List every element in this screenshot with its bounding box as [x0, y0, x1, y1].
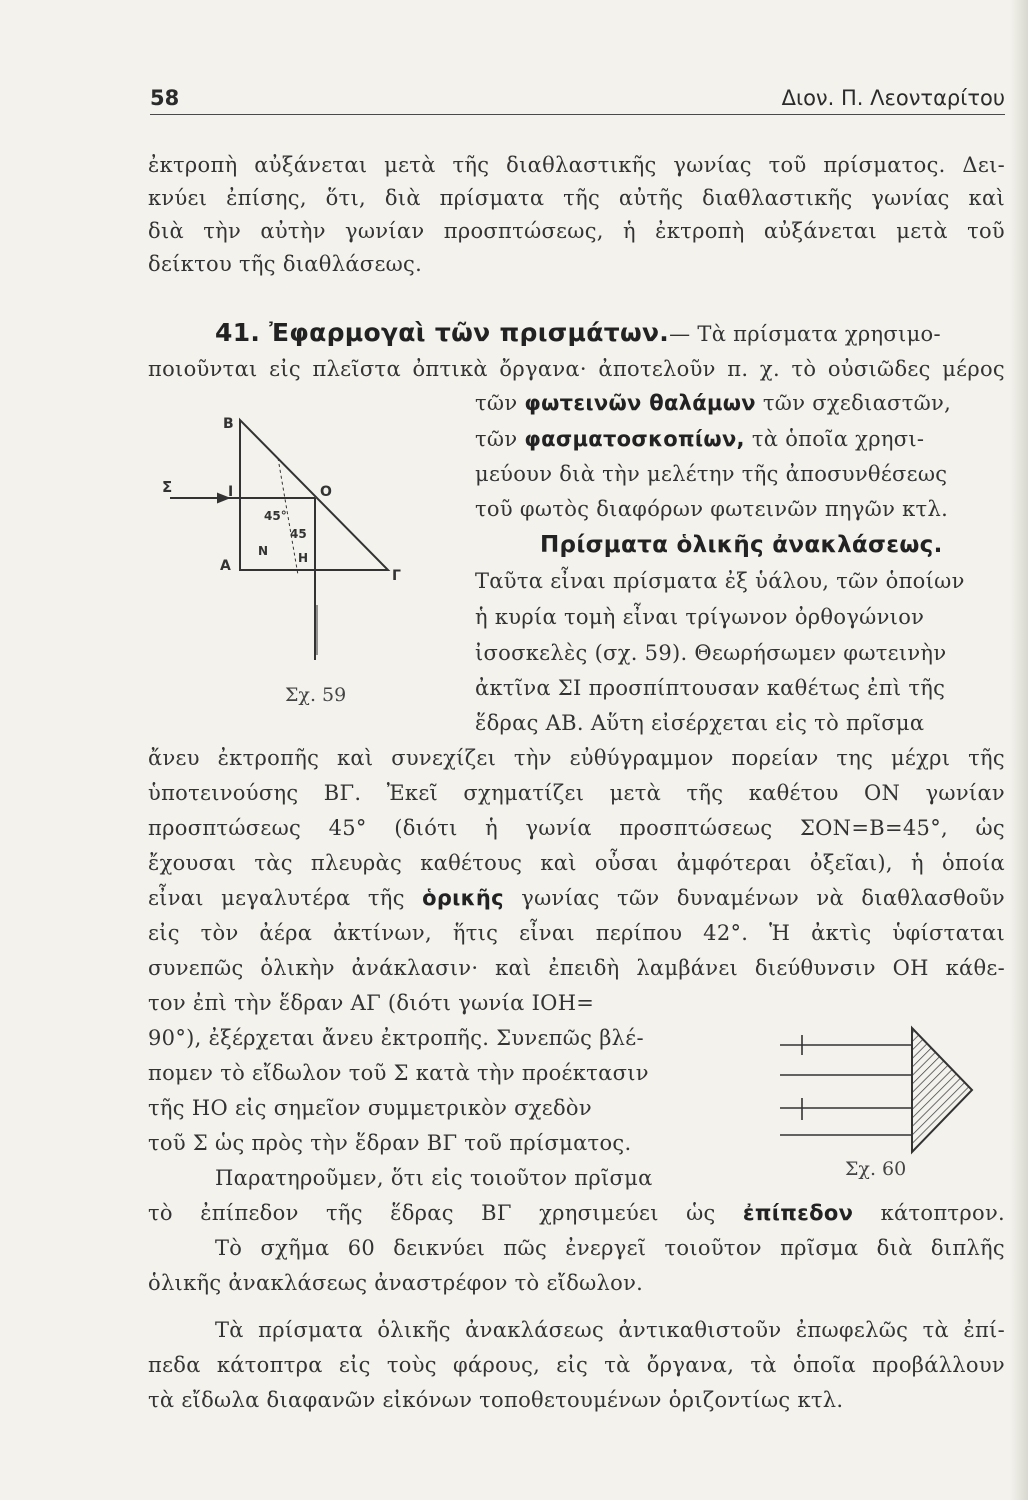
- text-line: μεύουν διὰ τὴν μελέτην τῆς ἀποσυνθέσεως: [475, 462, 948, 486]
- text-span: τῶν: [475, 391, 525, 415]
- text-line: Τὰ πρίσματα ὁλικῆς ἀνακλάσεως ἀντικαθιστοῦν ἐπωφελῶς τὰ ἐπί-: [215, 1318, 1005, 1342]
- label-H: Η: [298, 551, 309, 565]
- page-edge-shadow: [1010, 0, 1028, 1500]
- page-number: 58: [150, 86, 180, 110]
- label-angle-45b: 45: [290, 527, 307, 541]
- label-N: Ν: [258, 544, 269, 558]
- label-O: Ο: [320, 484, 332, 500]
- text-line: ἔχουσαι τὰς πλευρὰς καθέτους καὶ οὖσαι ἀμφότεραι ὀξεῖαι), ἡ ὁποία: [148, 851, 1005, 875]
- text-span: τὰ ὁποῖα χρησι-: [744, 427, 925, 451]
- text-span: τῶν: [475, 427, 525, 451]
- text-line: ἡ κυρία τομὴ εἶναι τρίγωνον ὀρθογώνιον: [475, 605, 925, 629]
- text-line: ἰσοσκελὲς (σχ. 59). Θεωρήσωμεν φωτεινὴν: [475, 641, 947, 665]
- heading-continuation: — Τὰ πρίσματα χρησιμο-: [669, 322, 941, 346]
- label-G: Γ: [392, 568, 401, 584]
- prism-hatched: [912, 1028, 972, 1152]
- text-span: κάτοπτρον.: [853, 1201, 1005, 1225]
- running-title: Διον. Π. Λεονταρίτου: [781, 86, 1005, 110]
- label-B: Β: [223, 416, 234, 432]
- subheading: Πρίσματα ὁλικῆς ἀνακλάσεως.: [540, 532, 943, 558]
- text-line: ὁλικῆς ἀνακλάσεως ἀναστρέφον τὸ εἴδωλον.: [148, 1271, 644, 1295]
- text-line: ἄνευ ἐκτροπῆς καὶ συνεχίζει τὴν εὐθύγραμμον πορείαν της μέχρι τῆς: [148, 746, 1005, 770]
- text-line: τοῦ Σ ὡς πρὸς τὴν ἕδραν ΒΓ τοῦ πρίσματος.: [148, 1131, 632, 1155]
- label-angle-45a: 45°: [264, 509, 287, 523]
- text-line: διὰ τὴν αὐτὴν γωνίαν προσπτώσεως, ἡ ἐκτροπὴ αὐξάνεται μετὰ τοῦ: [148, 219, 1005, 243]
- text-line: εἰς τὸν ἀέρα ἀκτίνων, ἥτις εἶναι περίπου 42°. Ἡ ἀκτὶς ὑφίσταται: [148, 921, 1005, 945]
- text-line: 90°), ἐξέρχεται ἄνευ ἐκτροπῆς. Συνεπῶς βλέ-: [148, 1026, 644, 1050]
- page-header: [150, 86, 1005, 120]
- text-line: κνύει ἐπίσης, ὅτι, διὰ πρίσματα τῆς αὐτῆς διαθλαστικῆς γωνίας καὶ: [148, 186, 1005, 210]
- text-line: ἀκτῖνα ΣΙ προσπίπτουσαν καθέτως ἐπὶ τῆς: [475, 676, 946, 700]
- ray-arrow: [218, 494, 228, 502]
- text-line: τοῦ φωτὸς διαφόρων φωτεινῶν πηγῶν κτλ.: [475, 497, 949, 521]
- text-line: Ταῦτα εἶναι πρίσματα ἐξ ὑάλου, τῶν ὁποίων: [475, 569, 965, 593]
- text-line: τον ἐπὶ τὴν ἕδραν ΑΓ (διότι γωνία ΙΟΗ=: [148, 991, 595, 1015]
- bold-term: φωτεινῶν θαλάμων: [524, 391, 756, 415]
- label-A: Α: [220, 558, 231, 574]
- subheading-line: [540, 530, 943, 560]
- text-line: Παρατηροῦμεν, ὅτι εἰς τοιοῦτον πρῖσμα: [215, 1166, 653, 1190]
- bold-term: φασματοσκοπίων,: [524, 427, 745, 451]
- bold-term: ἐπίπεδον: [742, 1201, 854, 1225]
- label-Sigma: Σ: [162, 478, 173, 496]
- text-line: πεδα κάτοπτρα εἰς τοὺς φάρους, εἰς τὰ ὄργανα, τὰ ὁποῖα προβάλλουν: [148, 1353, 1005, 1377]
- text-line: τὰ εἴδωλα διαφανῶν εἰκόνων τοποθετουμένων ὁριζοντίως κτλ.: [148, 1388, 844, 1412]
- text-line: ἕδρας ΑΒ. Αὕτη εἰσέρχεται εἰς τὸ πρῖσμα: [475, 711, 925, 735]
- text-line: ποιοῦνται εἰς πλεῖστα ὀπτικὰ ὄργανα· ἀποτελοῦν π. χ. τὸ οὐσιῶδες μέρος: [148, 357, 1005, 381]
- text-span: εἶναι μεγαλυτέρα τῆς: [148, 886, 423, 910]
- figure-59: [160, 410, 420, 670]
- text-line: ὑποτεινούσης ΒΓ. Ἐκεῖ σχηματίζει μετὰ τῆς καθέτου ΟΝ γωνίαν: [148, 781, 1005, 805]
- text-line: Τὸ σχῆμα 60 δεικνύει πῶς ἐνεργεῖ τοιοῦτον πρῖσμα διὰ διπλῆς: [215, 1236, 1005, 1260]
- text-span: τὸ ἐπίπεδον τῆς ἕδρας ΒΓ χρησιμεύει ὡς: [148, 1201, 743, 1225]
- label-I: Ι: [228, 484, 234, 500]
- text-line: προσπτώσεως 45° (διότι ἡ γωνία προσπτώσεως ΣΟΝ=Β=45°, ὡς: [148, 816, 1005, 840]
- text-line: [475, 424, 924, 454]
- text-line: [475, 388, 951, 418]
- text-span: γωνίας τῶν δυναμένων νὰ διαθλασθοῦν: [503, 886, 1005, 910]
- text-line: [148, 883, 1005, 913]
- text-line: πομεν τὸ εἴδωλον τοῦ Σ κατὰ τὴν προέκτασιν: [148, 1061, 649, 1085]
- bold-term: ὁρικῆς: [422, 886, 504, 910]
- text-line: [148, 1198, 1005, 1228]
- section-heading-line: [215, 318, 941, 349]
- text-line: τῆς ΗΟ εἰς σημεῖον συμμετρικὸν σχεδὸν: [148, 1096, 592, 1120]
- text-line: δείκτου τῆς διαθλάσεως.: [148, 252, 423, 276]
- figure-60-caption: Σχ. 60: [845, 1158, 907, 1180]
- section-heading: 41. Ἐφαρμογαὶ τῶν πρισμάτων.: [215, 318, 670, 347]
- figure-60: [772, 1020, 1012, 1175]
- text-line: ἐκτροπὴ αὐξάνεται μετὰ τῆς διαθλαστικῆς γωνίας τοῦ πρίσματος. Δει-: [148, 153, 1005, 177]
- header-rule: [150, 114, 1005, 115]
- text-span: τῶν σχεδιαστῶν,: [755, 391, 952, 415]
- figure-59-caption: Σχ. 59: [285, 684, 347, 706]
- text-line: συνεπῶς ὁλικὴν ἀνάκλασιν· καὶ ἐπειδὴ λαμβάνει διεύθυνσιν ΟΗ κάθε-: [148, 956, 1005, 980]
